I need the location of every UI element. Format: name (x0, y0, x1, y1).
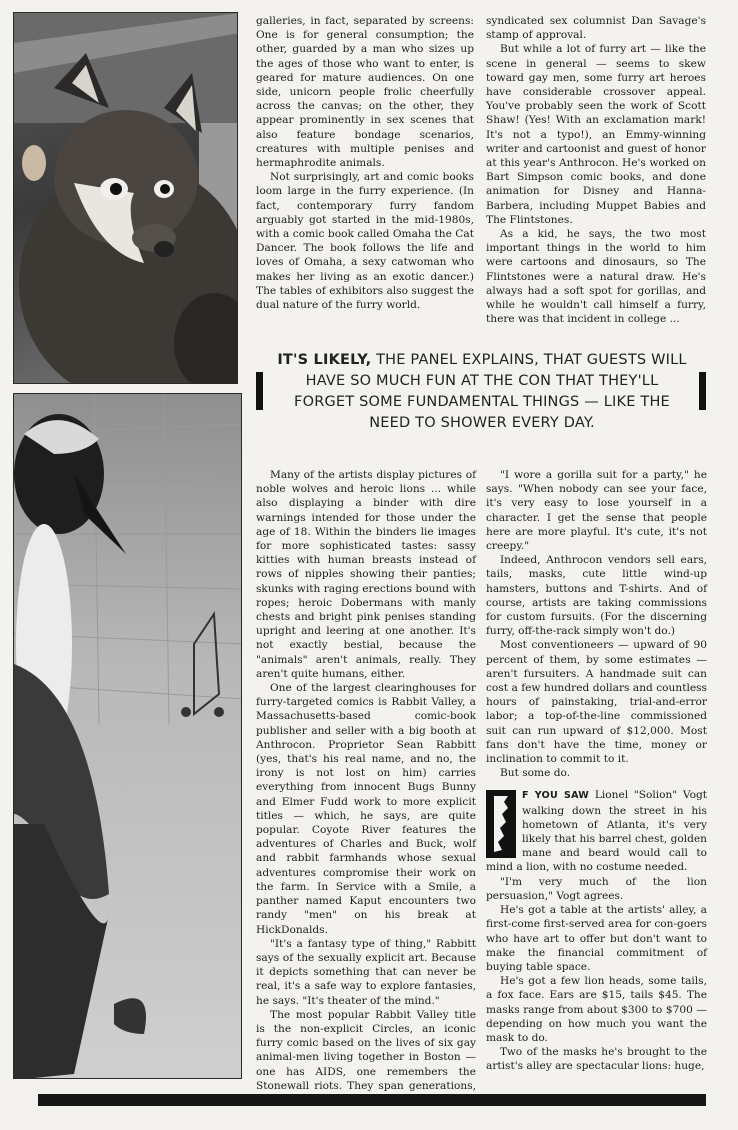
article-column-3 (256, 468, 476, 1107)
paragraph: He's got a few lion heads, some tails, a fox face. Ears are $15, tails $45. The masks range from about $300 to $700 — depending on how much you want the mask to do. (486, 975, 707, 1044)
paragraph: As a kid, he says, the two most important things in the world to him were cartoons and dinosaurs, so The Flintstones were a natural draw. He's always had a soft spot for gorillas, and while he wouldn't call himself a furry, there was that incident in college ... (486, 228, 706, 326)
section-start (486, 788, 707, 874)
paragraph: syndicated sex columnist Dan Savage's stamp of approval. (486, 15, 706, 42)
pull-quote (256, 348, 708, 436)
paragraph: The most popular Rabbit Valley title is the non-explicit Circles, an iconic furry comic based on the lives of six gay animal-men living together in Boston — one has AIDS, one remembers the Stonewall riots. They span generations, (256, 1008, 476, 1092)
drop-cap-i-icon (486, 790, 516, 858)
pull-quote-bar-right (699, 372, 706, 410)
footer-rule (38, 1094, 706, 1106)
pull-quote-bar-left (256, 372, 263, 410)
paragraph: galleries, in fact, separated by screens: One is for general consumption; the other, guarded by a man who sizes up the ages of those who want to enter, is geared for mature audiences. On one side, unicorn people frolic cheerfully across the canvas; on the other, they appear prominently in sex scenes that also feature bondage scenarios, creatures with multiple penises and hermaphrodite animals. (256, 15, 474, 170)
article-column-2 (486, 14, 706, 326)
pull-quote-lead: IT'S LIKELY, (277, 352, 372, 368)
paragraph: Two of the masks he's brought to the artist's alley are spectacular lions: huge, (486, 1046, 707, 1073)
fox-fursuit-illustration (14, 13, 238, 384)
pull-quote-body: THE PANEL EXPLAINS, THAT GUESTS WILL HAVE SO MUCH FUN AT THE CON THAT THEY'LL FORGET SOME FUNDAMENTAL THINGS — LIKE THE NEED TO SHOWER EVERY DAY. (294, 352, 687, 431)
bird-fursuit-illustration (14, 394, 242, 1079)
paragraph: He's got a table at the artists' alley, a first-come first-served area for con-goers who have art to offer but don't want to make the financial commitment of buying table space. (486, 904, 707, 973)
paragraph: But while a lot of furry art — like the scene in general — seems to skew toward gay men, some furry art heroes have considerable crossover appeal. You've probably seen the work of Scott Shaw! (Yes! With an exclamation mark! It's not a typo!), an Emmy-winning writer and cartoonist and guest of honor at this year's Anthrocon. He's worked on Bart Simpson comic books, and done animation for Disney and Hanna-Barbera, including Muppet Babies and The Flintstones. (486, 43, 706, 226)
paragraph: "It's a fantasy type of thing," Rabbitt says of the sexually explicit art. Because it depicts something that can never be real, it's a safe way to explore fantasies, he says. "It's theater of the mind." (256, 937, 476, 1007)
article-column-1 (256, 14, 474, 312)
section-first-text: Lionel "Solion" Vogt walking down the street in his hometown of Atlanta, it's very likely that his barrel chest, golden mane and beard would call to mind a lion, with no costume needed. (486, 789, 707, 874)
photo-fox-fursuit (13, 12, 238, 384)
article-column-4 (486, 468, 707, 1074)
pull-quote-text (276, 350, 688, 434)
paragraph: But some do. (500, 767, 571, 780)
photo-bird-fursuit (13, 393, 242, 1079)
paragraph: Many of the artists display pictures of noble wolves and heroic lions ... while also displaying a binder with dire warnings intended for those under the age of 18. Within the binders lie images for more sophisticated tastes: sassy kitties with human breasts instead of rows of nipples showing their panties; skunks with raging erections bound with ropes; heroic Dobermans with manly chests and bright pink penises standing upright and leering at one another. It's not exactly bestial, because the "animals" aren't animals, really. They aren't quite humans, either. (256, 469, 476, 680)
paragraph: Not surprisingly, art and comic books loom large in the furry experience. (In fact, contemporary furry fandom arguably got started in the mid-1980s, with a comic book called Omaha the Cat Dancer. The book follows the life and loves of Omaha, a sexy catwoman who makes her living as an exotic dancer.) The tables of exhibitors also suggest the dual nature of the furry world. (256, 171, 474, 312)
paragraph: Indeed, Anthrocon vendors sell ears, tails, masks, cute little wind-up hamsters, buttons and T-shirts. And of course, artists are taking commissions for custom fursuits. (For the discerning furry, off-the-rack simply won't do.) (486, 554, 707, 638)
paragraph: "I wore a gorilla suit for a party," he says. "When nobody can see your face, it's very easy to lose yourself in a character. I get the sense that people here are more playful. It's cute, it's not creepy." (486, 469, 707, 553)
paragraph: One of the largest clearinghouses for furry-targeted comics is Rabbit Valley, a Massachusetts-based comic-book publisher and seller with a big booth at Anthrocon. Proprietor Sean Rabbitt (yes, that's his real name, and no, the irony is not lost on him) carries everything from innocent Bugs Bunny and Elmer Fudd work to more explicit titles — which, he says, are quite popular. Coyote River features the adventures of Charles and Buck, wolf and rabbit farmhands whose sexual adventures compromise their work on the farm. In Service with a Smile, a panther named Kaput encounters two randy "men" on his break at HickDonalds. (256, 682, 476, 936)
paragraph: "I'm very much of the lion persuasion," Vogt agrees. (486, 875, 707, 902)
paragraph: Most conventioneers — upward of 90 percent of them, by some estimates — aren't fursuiters. A handmade suit can cost a few hundred dollars and countless hours of painstaking, trial-and-error labor; a top-of-the-line commissioned suit can run upward of $12,000. Most fans don't have the time, money or inclination to commit to it. (486, 639, 707, 766)
section-lead: F YOU SAW (522, 790, 590, 802)
